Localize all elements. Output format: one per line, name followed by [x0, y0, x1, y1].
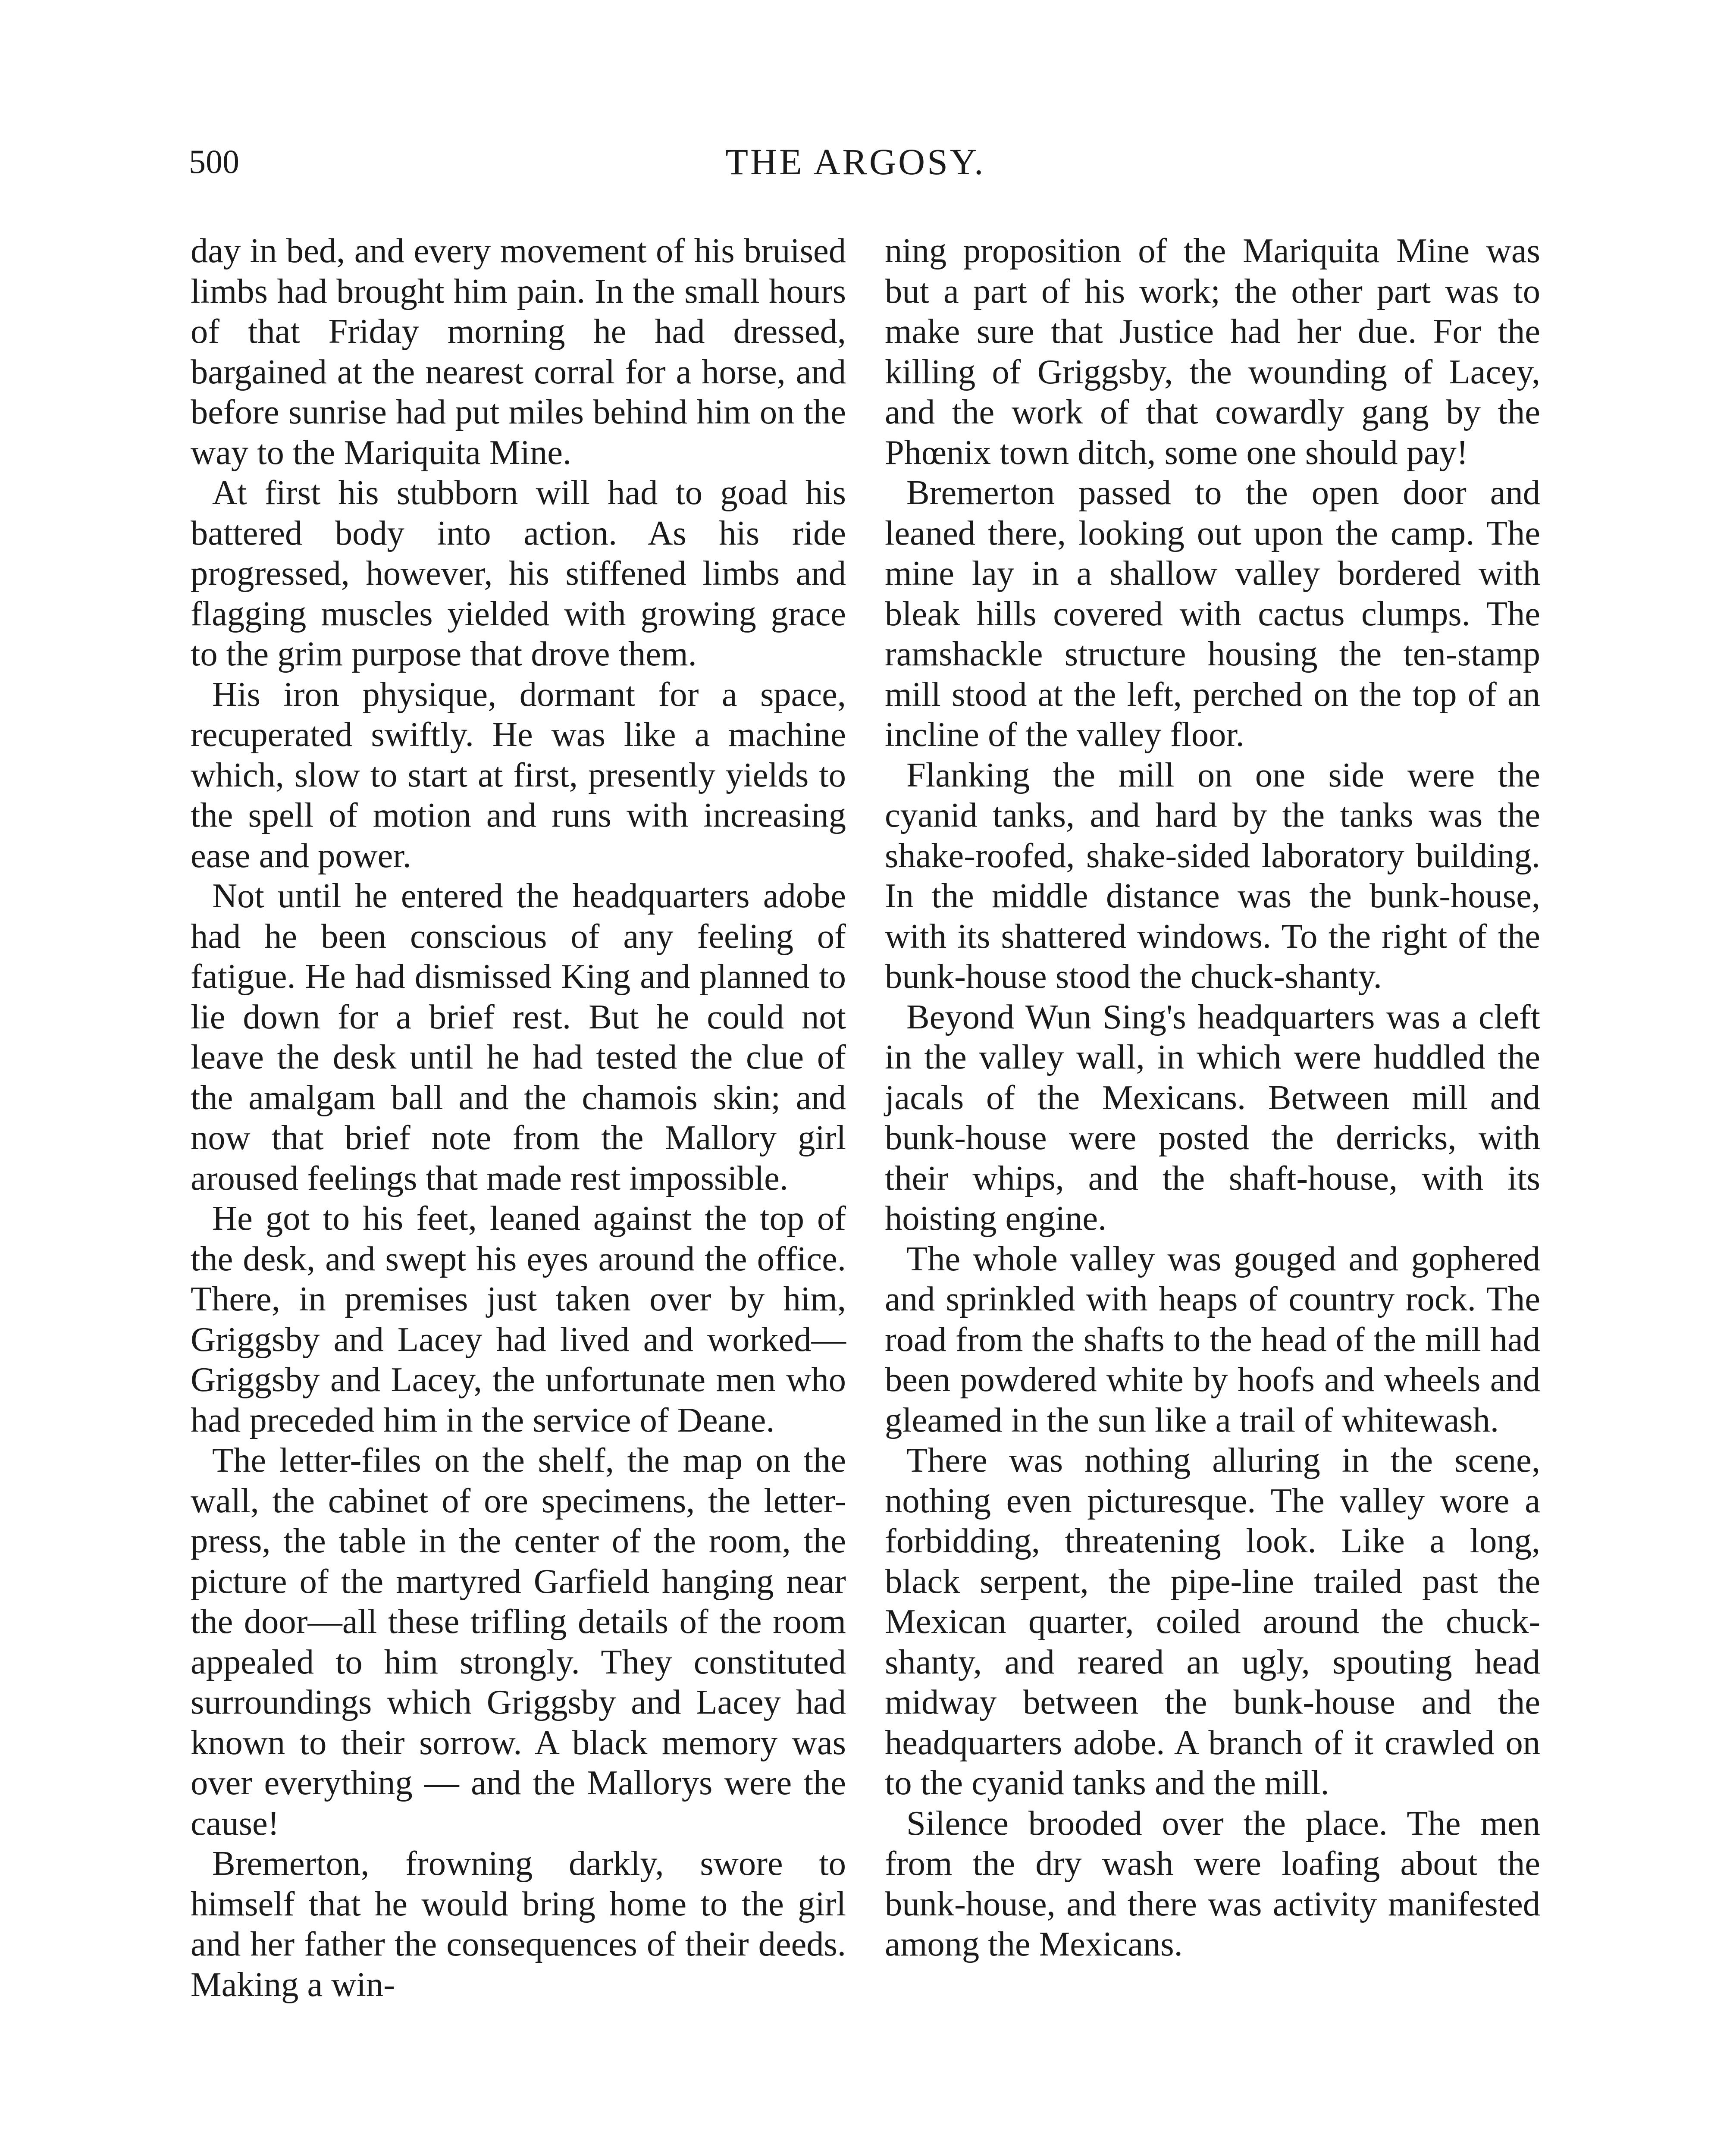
paragraph: His iron physique, dormant for a space, recuperated swiftly. He was like a machine which, slow to start at first, presently yields to the spell of motion and runs with increasing ease and power.: [191, 675, 846, 875]
paragraph: day in bed, and every movement of his bruised limbs had brought him pain. In the small hours of that Friday morning he had dressed, bargained at the nearest corral for a horse, and before sunrise had put miles behind him on the way to the Mariquita Mine.: [191, 232, 846, 472]
paragraph: Beyond Wun Sing's headquarters was a cleft in the valley wall, in which were huddled the jacals of the Mexicans. Between mill and bunk-house were posted the derricks, with their whips, and the shaft-house, with its hoisting engine.: [885, 997, 1540, 1238]
paragraph: ning proposition of the Mariquita Mine was but a part of his work; the other part was to make sure that Justice had her due. For the killing of Griggsby, the wounding of Lacey, and the work of that cowardly gang by the Phœnix town ditch, some one should pay!: [885, 232, 1540, 472]
paragraph: Flanking the mill on one side were the cyanid tanks, and hard by the tanks was the shake-roofed, shake-sided laboratory building. In the middle distance was the bunk-house, with its shattered windows. To the right of the bunk-house stood the chuck-shanty.: [885, 755, 1540, 996]
left-column: [191, 231, 846, 2005]
right-column: [885, 231, 1540, 1965]
paragraph: Not until he entered the headquarters adobe had he been conscious of any feeling of fatigue. He had dismissed King and planned to lie down for a brief rest. But he could not leave the desk until he had tested the clue of the amalgam ball and the chamois skin; and now that brief note from the Mallory girl aroused feelings that made rest impossible.: [191, 877, 846, 1197]
paragraph: There was nothing alluring in the scene, nothing even picturesque. The valley wore a forbidding, threatening look. Like a long, black serpent, the pipe-line trailed past the Mexican quarter, coiled around the chuck-shanty, and reared an ugly, spouting head midway between the bunk-house and the headquarters adobe. A branch of it crawled on to the cyanid tanks and the mill.: [885, 1441, 1540, 1802]
paragraph: Silence brooded over the place. The men from the dry wash were loafing about the bunk-house, and there was activity manifested among the Mexicans.: [885, 1804, 1540, 1963]
paragraph: The letter-files on the shelf, the map on the wall, the cabinet of ore specimens, the letter-press, the table in the center of the room, the picture of the martyred Garfield hanging near the door—all these trifling details of the room appealed to him strongly. They constituted surroundings which Griggsby and Lacey had known to their sorrow. A black memory was over everything — and the Mallorys were the cause!: [191, 1441, 846, 1843]
paragraph: Bremerton passed to the open door and leaned there, looking out upon the camp. The mine lay in a shallow valley bordered with bleak hills covered with cactus clumps. The ramshackle structure housing the ten-stamp mill stood at the left, perched on the top of an incline of the valley floor.: [885, 473, 1540, 754]
paragraph: Bremerton, frowning darkly, swore to himself that he would bring home to the girl and her father the consequences of their deeds. Making a win-: [191, 1844, 846, 2004]
running-head: THE ARGOSY.: [725, 141, 986, 182]
paragraph: He got to his feet, leaned against the top of the desk, and swept his eyes around the office. There, in premises just taken over by him, Griggsby and Lacey had lived and worked—Griggsby and Lacey, the unfortunate men who had preceded him in the service of Deane.: [191, 1199, 846, 1439]
paragraph: The whole valley was gouged and gophered and sprinkled with heaps of country rock. The road from the shafts to the head of the mill had been powdered white by hoofs and wheels and gleamed in the sun like a trail of whitewash.: [885, 1239, 1540, 1439]
paragraph: At first his stubborn will had to goad his battered body into action. As his ride progressed, however, his stiffened limbs and flagging muscles yielded with growing grace to the grim purpose that drove them.: [191, 473, 846, 673]
page-number: 500: [189, 143, 239, 180]
